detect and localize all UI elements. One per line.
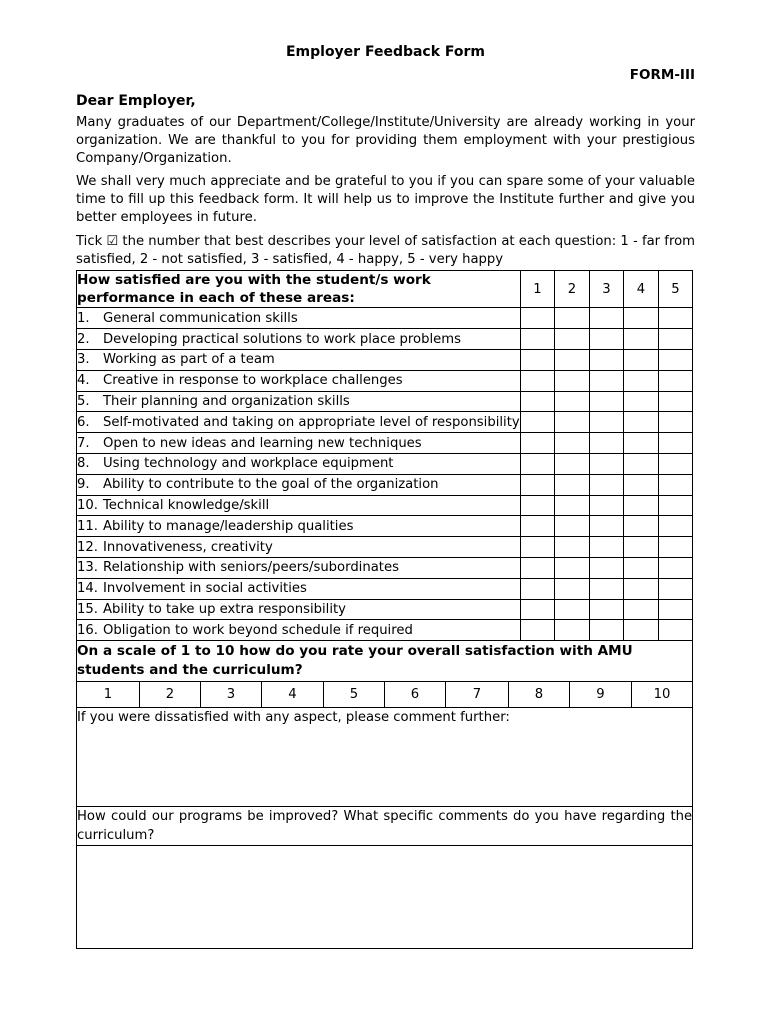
satisfaction-item <box>77 599 521 620</box>
item-text: Working as part of a team <box>103 352 275 368</box>
item-number: 11. <box>77 518 98 534</box>
rating-checkbox-cell[interactable] <box>555 412 590 433</box>
item-text: Relationship with seniors/peers/subordinates <box>103 560 399 576</box>
satisfaction-item <box>77 453 521 474</box>
table-row <box>77 370 693 391</box>
rating-checkbox-cell[interactable] <box>555 329 590 350</box>
comment-box-dissatisfied[interactable] <box>77 708 693 807</box>
intro-paragraph-1: Many graduates of our Department/College/Institute/University are already working in your organization. We are thankful to you for providing them employment with your prestigious Company/Organization. <box>76 115 695 166</box>
item-text: Ability to manage/leadership qualities <box>103 518 354 534</box>
rating-checkbox-cell[interactable] <box>521 578 555 599</box>
rating-checkbox-cell[interactable] <box>659 620 693 641</box>
overall-question: On a scale of 1 to 10 how do you rate your overall satisfaction with AMU students and the curriculum? <box>77 641 693 682</box>
rating-checkbox-cell[interactable] <box>624 370 659 391</box>
rating-checkbox-cell[interactable] <box>659 308 693 329</box>
item-number: 10. <box>77 497 98 513</box>
rating-checkbox-cell[interactable] <box>521 495 555 516</box>
comment-question-1: If you were dissatisfied with any aspect, please comment further: <box>77 710 510 726</box>
rating-checkbox-cell[interactable] <box>590 620 624 641</box>
item-number: 4. <box>77 373 90 389</box>
rating-checkbox-cell[interactable] <box>555 495 590 516</box>
satisfaction-item <box>77 537 521 558</box>
salutation: Dear Employer, <box>76 93 196 109</box>
rating-checkbox-cell[interactable] <box>555 308 590 329</box>
rating-checkbox-cell[interactable] <box>659 599 693 620</box>
rating-checkbox-cell[interactable] <box>590 412 624 433</box>
satisfaction-item <box>77 308 521 329</box>
rating-checkbox-cell[interactable] <box>521 537 555 558</box>
rating-checkbox-cell[interactable] <box>555 349 590 370</box>
rating-checkbox-cell[interactable] <box>624 474 659 495</box>
rating-checkbox-cell[interactable] <box>555 433 590 454</box>
scale-option[interactable]: 1 <box>77 682 140 708</box>
rating-checkbox-cell[interactable] <box>590 537 624 558</box>
item-number: 1. <box>77 310 90 326</box>
comment-question-2: How could our programs be improved? What specific comments do you have regarding the curriculum? <box>77 809 693 844</box>
table-row <box>77 557 693 578</box>
rating-checkbox-cell[interactable] <box>624 599 659 620</box>
item-number: 13. <box>77 560 98 576</box>
rating-checkbox-cell[interactable] <box>521 557 555 578</box>
rating-checkbox-cell[interactable] <box>555 620 590 641</box>
scale-option[interactable]: 4 <box>262 682 324 708</box>
item-number: 2. <box>77 331 90 347</box>
item-text: Ability to take up extra responsibility <box>103 601 346 617</box>
table-row <box>77 599 693 620</box>
rating-checkbox-cell[interactable] <box>521 370 555 391</box>
form-title: Employer Feedback Form <box>285 44 486 60</box>
rating-checkbox-cell[interactable] <box>555 516 590 537</box>
table-row <box>77 516 693 537</box>
rating-checkbox-cell[interactable] <box>555 370 590 391</box>
rating-checkbox-cell[interactable] <box>659 516 693 537</box>
item-number: 7. <box>77 435 90 451</box>
item-number: 8. <box>77 456 90 472</box>
table-row <box>77 578 693 599</box>
rating-header-1: 1 <box>521 271 555 308</box>
table-row <box>77 537 693 558</box>
satisfaction-item <box>77 349 521 370</box>
comment-question-2-cell <box>77 807 693 846</box>
table-row <box>77 453 693 474</box>
satisfaction-item <box>77 578 521 599</box>
rating-checkbox-cell[interactable] <box>555 578 590 599</box>
item-number: 15. <box>77 601 98 617</box>
item-number: 16. <box>77 622 98 638</box>
overall-rating-table <box>76 641 693 949</box>
intro-paragraph-2: We shall very much appreciate and be grateful to you if you can spare some of your valuable time to fill up this feedback form. It will help us to improve the Institute further and give you better employees in future. <box>76 174 695 225</box>
scale-option[interactable]: 5 <box>324 682 385 708</box>
item-text: General communication skills <box>103 310 298 326</box>
item-text: Involvement in social activities <box>103 581 307 597</box>
rating-checkbox-cell[interactable] <box>590 474 624 495</box>
rating-checkbox-cell[interactable] <box>521 620 555 641</box>
item-text: Open to new ideas and learning new techniques <box>103 435 422 451</box>
satisfaction-item <box>77 516 521 537</box>
item-number: 6. <box>77 414 90 430</box>
rating-checkbox-cell[interactable] <box>624 391 659 412</box>
rating-checkbox-cell[interactable] <box>624 537 659 558</box>
comment-box-improvement[interactable] <box>77 846 693 949</box>
scale-option[interactable]: 6 <box>385 682 446 708</box>
rating-checkbox-cell[interactable] <box>624 329 659 350</box>
rating-checkbox-cell[interactable] <box>555 474 590 495</box>
scale-option[interactable]: 9 <box>570 682 632 708</box>
rating-checkbox-cell[interactable] <box>659 329 693 350</box>
rating-checkbox-cell[interactable] <box>590 308 624 329</box>
item-number: 9. <box>77 477 90 493</box>
rating-checkbox-cell[interactable] <box>624 308 659 329</box>
rating-header-3: 3 <box>590 271 624 308</box>
rating-checkbox-cell[interactable] <box>659 537 693 558</box>
scale-option[interactable]: 2 <box>140 682 201 708</box>
rating-checkbox-cell[interactable] <box>521 433 555 454</box>
item-text: Technical knowledge/skill <box>103 497 270 513</box>
rating-checkbox-cell[interactable] <box>590 578 624 599</box>
item-number: 12. <box>77 539 98 555</box>
item-text: Ability to contribute to the goal of the organization <box>103 477 439 493</box>
satisfaction-item <box>77 370 521 391</box>
rating-checkbox-cell[interactable] <box>624 620 659 641</box>
rating-checkbox-cell[interactable] <box>624 495 659 516</box>
rating-checkbox-cell[interactable] <box>590 391 624 412</box>
rating-checkbox-cell[interactable] <box>521 599 555 620</box>
scale-option[interactable]: 8 <box>509 682 570 708</box>
form-number: FORM-III <box>629 67 695 83</box>
rating-checkbox-cell[interactable] <box>624 557 659 578</box>
item-text: Self-motivated and taking on appropriate level of responsibility <box>103 414 520 430</box>
rating-checkbox-cell[interactable] <box>521 391 555 412</box>
rating-checkbox-cell[interactable] <box>590 433 624 454</box>
rating-checkbox-cell[interactable] <box>659 433 693 454</box>
rating-checkbox-cell[interactable] <box>555 537 590 558</box>
rating-checkbox-cell[interactable] <box>555 391 590 412</box>
scale-option[interactable]: 3 <box>201 682 262 708</box>
rating-checkbox-cell[interactable] <box>590 495 624 516</box>
instructions-paragraph: Tick ☑ the number that best describes your level of satisfaction at each question: 1 - far from satisfied, 2 - not satisfied, 3 - satisfied, 4 - happy, 5 - very happy <box>76 233 695 267</box>
item-text: Their planning and organization skills <box>103 393 350 409</box>
rating-checkbox-cell[interactable] <box>555 599 590 620</box>
item-text: Creative in response to workplace challenges <box>103 373 403 389</box>
rating-checkbox-cell[interactable] <box>624 412 659 433</box>
table-row <box>77 391 693 412</box>
rating-checkbox-cell[interactable] <box>521 453 555 474</box>
satisfaction-item <box>77 495 521 516</box>
table-row <box>77 412 693 433</box>
table-row <box>77 474 693 495</box>
rating-checkbox-cell[interactable] <box>555 453 590 474</box>
rating-checkbox-cell[interactable] <box>624 349 659 370</box>
satisfaction-item <box>77 412 521 433</box>
rating-checkbox-cell[interactable] <box>590 453 624 474</box>
table-row <box>77 308 693 329</box>
rating-checkbox-cell[interactable] <box>659 474 693 495</box>
rating-checkbox-cell[interactable] <box>659 391 693 412</box>
rating-checkbox-cell[interactable] <box>624 578 659 599</box>
item-text: Obligation to work beyond schedule if required <box>103 622 413 638</box>
overall-scale-row <box>77 682 693 708</box>
rating-checkbox-cell[interactable] <box>521 308 555 329</box>
satisfaction-item <box>77 474 521 495</box>
rating-checkbox-cell[interactable] <box>659 349 693 370</box>
rating-checkbox-cell[interactable] <box>590 599 624 620</box>
rating-header-4: 4 <box>624 271 659 308</box>
item-text: Using technology and workplace equipment <box>103 456 394 472</box>
satisfaction-item <box>77 557 521 578</box>
table-row <box>77 329 693 350</box>
satisfaction-header-row <box>77 271 693 308</box>
rating-checkbox-cell[interactable] <box>659 370 693 391</box>
satisfaction-table <box>76 270 693 641</box>
rating-checkbox-cell[interactable] <box>521 474 555 495</box>
rating-checkbox-cell[interactable] <box>521 349 555 370</box>
rating-checkbox-cell[interactable] <box>521 412 555 433</box>
satisfaction-item <box>77 391 521 412</box>
rating-header-2: 2 <box>555 271 590 308</box>
feedback-form-page <box>76 40 695 949</box>
rating-checkbox-cell[interactable] <box>659 495 693 516</box>
rating-checkbox-cell[interactable] <box>590 349 624 370</box>
item-number: 3. <box>77 352 90 368</box>
scale-option[interactable]: 10 <box>632 682 693 708</box>
rating-checkbox-cell[interactable] <box>659 453 693 474</box>
item-number: 14. <box>77 581 98 597</box>
table-row <box>77 349 693 370</box>
rating-checkbox-cell[interactable] <box>521 329 555 350</box>
satisfaction-item <box>77 329 521 350</box>
scale-option[interactable]: 7 <box>446 682 509 708</box>
rating-checkbox-cell[interactable] <box>590 329 624 350</box>
rating-checkbox-cell[interactable] <box>659 412 693 433</box>
item-text: Innovativeness, creativity <box>103 539 273 555</box>
table-row <box>77 620 693 641</box>
rating-checkbox-cell[interactable] <box>659 578 693 599</box>
rating-checkbox-cell[interactable] <box>624 453 659 474</box>
item-number: 5. <box>77 393 90 409</box>
rating-checkbox-cell[interactable] <box>659 557 693 578</box>
satisfaction-item <box>77 433 521 454</box>
rating-checkbox-cell[interactable] <box>555 557 590 578</box>
satisfaction-question: How satisfied are you with the student/s work performance in each of these areas: <box>77 271 521 308</box>
rating-checkbox-cell[interactable] <box>521 516 555 537</box>
table-row <box>77 495 693 516</box>
rating-header-5: 5 <box>659 271 693 308</box>
rating-checkbox-cell[interactable] <box>624 433 659 454</box>
satisfaction-item <box>77 620 521 641</box>
rating-checkbox-cell[interactable] <box>590 516 624 537</box>
rating-checkbox-cell[interactable] <box>590 370 624 391</box>
item-text: Developing practical solutions to work place problems <box>103 331 461 347</box>
rating-checkbox-cell[interactable] <box>590 557 624 578</box>
table-row <box>77 433 693 454</box>
rating-checkbox-cell[interactable] <box>624 516 659 537</box>
